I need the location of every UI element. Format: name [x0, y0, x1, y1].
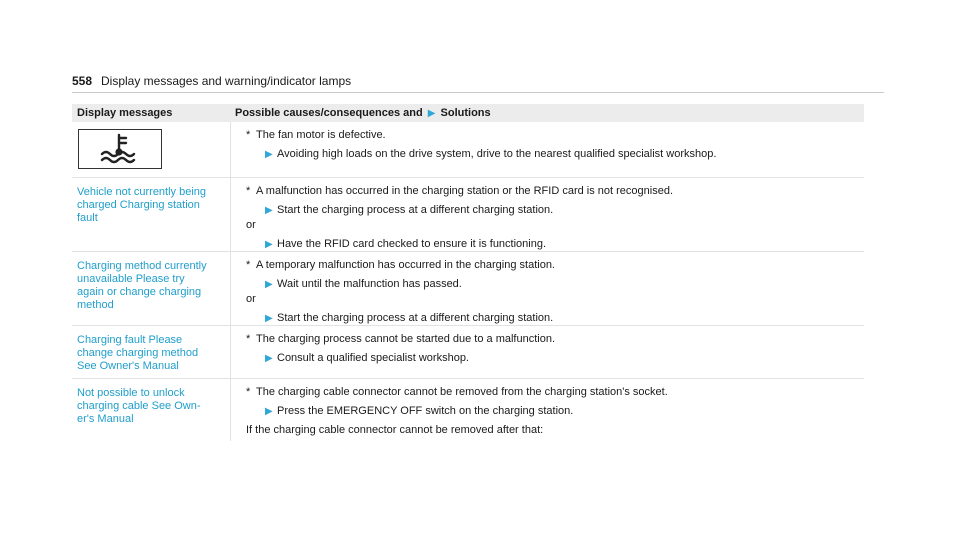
action-arrow-icon: ▶ [265, 239, 273, 250]
page-number: 558 [72, 74, 93, 88]
page-header [72, 72, 884, 93]
message-line: again or change charging [77, 286, 202, 298]
cause-text: The fan motor is defective. [256, 129, 386, 141]
action-line [230, 147, 864, 162]
or-text: or [246, 219, 256, 231]
column-header-causes-text: Possible causes/consequences and [235, 107, 423, 119]
table-row [72, 379, 864, 441]
column-header-messages: Display messages [77, 107, 173, 119]
message-line: Not possible to unlock [77, 387, 185, 399]
action-arrow-icon: ▶ [265, 279, 273, 290]
causes-cell [230, 122, 864, 168]
causes-cell [230, 252, 864, 332]
action-arrow-icon: ▶ [265, 149, 273, 160]
table-row [72, 326, 864, 379]
action-text: Start the charging process at a different charging station. [277, 204, 554, 216]
display-message [77, 334, 227, 373]
message-line: er's Manual [77, 413, 134, 425]
action-line [230, 277, 864, 292]
messages-table [72, 104, 864, 441]
cause-bullet: * [246, 333, 251, 345]
message-cell [72, 122, 231, 177]
action-line [230, 311, 864, 326]
table-row [72, 122, 864, 178]
cause-line [230, 385, 864, 400]
column-header-solutions-text: Solutions [440, 107, 491, 119]
message-line: Vehicle not currently being [77, 186, 207, 198]
page-title: Display messages and warning/indicator lamps [101, 74, 352, 88]
causes-cell [230, 326, 864, 372]
cause-line [230, 258, 864, 273]
action-line [230, 237, 864, 252]
message-cell [72, 379, 231, 441]
coolant-temperature-icon [78, 129, 162, 169]
action-arrow-icon: ▶ [265, 313, 273, 324]
action-text: Wait until the malfunction has passed. [277, 278, 462, 290]
action-arrow-icon: ▶ [265, 205, 273, 216]
message-line: change charging method [77, 347, 199, 359]
column-header-causes [235, 107, 491, 119]
message-line: Charging fault Please [77, 334, 183, 346]
solution-arrow-icon: ▶ [427, 108, 436, 119]
message-line: charging cable See Own- [77, 400, 201, 412]
cause-bullet: * [246, 129, 251, 141]
cause-text: The charging cable connector cannot be removed from the charging station's socket. [256, 386, 668, 398]
action-text: Start the charging process at a different charging station. [277, 312, 554, 324]
action-text: Consult a qualified specialist workshop. [277, 352, 469, 364]
action-text: Avoiding high loads on the drive system, drive to the nearest qualified specialist workshop. [277, 148, 717, 160]
action-line [230, 404, 864, 419]
message-line: fault [77, 212, 98, 224]
action-text: Press the EMERGENCY OFF switch on the charging station. [277, 405, 574, 417]
cause-text: A malfunction has occurred in the charging station or the RFID card is not recognised. [256, 185, 673, 197]
message-line: unavailable Please try [77, 273, 185, 285]
cause-line [230, 128, 864, 143]
note-text: If the charging cable connector cannot be removed after that: [246, 424, 544, 436]
message-cell [72, 326, 231, 378]
cause-text: The charging process cannot be started due to a malfunction. [256, 333, 556, 345]
causes-cell [230, 178, 864, 258]
cause-bullet: * [246, 185, 251, 197]
display-message [77, 387, 227, 426]
display-message [77, 186, 227, 225]
table-header [72, 104, 864, 122]
cause-bullet: * [246, 259, 251, 271]
message-line: See Owner's Manual [77, 360, 179, 372]
or-text: or [246, 293, 256, 305]
action-line [230, 203, 864, 218]
table-row [72, 178, 864, 252]
cause-text: A temporary malfunction has occurred in the charging station. [256, 259, 555, 271]
cause-bullet: * [246, 386, 251, 398]
action-text: Have the RFID card checked to ensure it is functioning. [277, 238, 547, 250]
causes-cell [230, 379, 864, 444]
message-line: charged Charging station [77, 199, 200, 211]
action-arrow-icon: ▶ [265, 353, 273, 364]
message-line: method [77, 299, 114, 311]
action-line [230, 351, 864, 366]
message-cell [72, 252, 231, 325]
table-row [72, 252, 864, 326]
cause-line [230, 184, 864, 199]
cause-line [230, 332, 864, 347]
action-arrow-icon: ▶ [265, 406, 273, 417]
display-message [77, 260, 227, 312]
message-cell [72, 178, 231, 251]
message-line: Charging method currently [77, 260, 207, 272]
